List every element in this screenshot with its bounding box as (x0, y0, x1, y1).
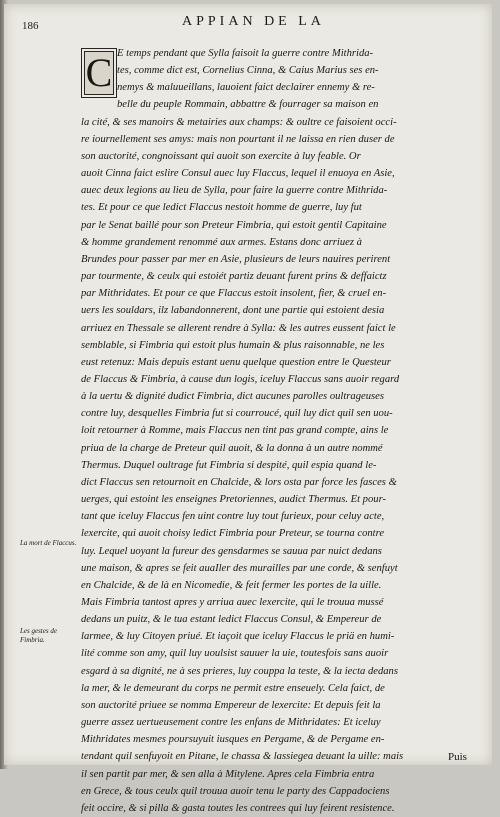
text-line: luy. Lequel uoyant la fureur des gensdarmes se sauua par nuict dedans (81, 545, 382, 557)
text-line: la cité, & ses manoirs & metairies aux champs: & oultre ce faisoient occi- (81, 116, 397, 128)
text-line: & homme grandement renommé aux armes. Estans donc arriuez à (81, 236, 362, 248)
text-line: eust retenuz: Mais depuis estant uenu quelque question entre le Questeur (81, 356, 391, 368)
text-line: par Mithridates. Et pour ce que Flaccus estoit insolent, fier, & cruel en- (81, 288, 387, 300)
text-line: de Flaccus & Fimbria, à cause dun logis, iceluy Flaccus sans auoir regard (81, 373, 400, 385)
text-line: uerges, qui estoint les enseignes Pretoriennes, audict Thermus. Et pour- (81, 494, 387, 506)
text-line: lité comme son amy, quil luy uoulsist sauuer la uie, toutesfois sans auoir (81, 648, 389, 660)
text-line: arriuez en Thessale se allerent rendre à Sylla: & les autres eussent faict le (81, 322, 396, 334)
text-line: auec deux legions au lieu de Sylla, pour faire la guerre contre Mithrida- (81, 185, 388, 197)
text-line: Mithridates mesmes poursuyuit iusques en Pergame, & de Pergame en- (81, 734, 385, 746)
text-line: priua de la charge de Preteur quil auoit, & la donna à un autre nommé (81, 442, 383, 454)
text-line: lexercite, qui auoit choisy ledict Fimbria pour Preteur, se tourna contre (81, 528, 385, 540)
text-line: re iournellement ses amys: mais non pourtant il ne laissa en rien duser de (81, 133, 395, 145)
text-line: il sen partit par mer, & sen alla à Mitylene. Apres cela Fimbria entra (81, 768, 375, 780)
text-line: par tourmente, & ceulx qui estoiét partiz deuant furent prins & deffaictz (81, 271, 387, 283)
text-line: contre luy, desquelles Fimbria fut si courroucé, quil luy dict quil sen uou- (81, 408, 393, 420)
ornamental-initial (81, 48, 117, 98)
text-line: tant que iceluy Flaccus fen uint contre luy tout furieux, pour celuy acte, (81, 511, 385, 523)
text-line: tendant quil senfuyoit en Pitane, le chassa & lassiegea deuant la uille: mais (81, 751, 404, 763)
text-line: une maison, & apres se feit auaIler des murailles par une corde, & senfuyt (81, 562, 398, 574)
margin-note-deeds-of-fimbria: Les gestes de Fimbria. (20, 627, 57, 644)
page-header (0, 14, 500, 34)
text-line: E temps pendant que Sylla faisoit la guerre contre Mithrida- (117, 48, 374, 59)
text-line: son auctorité priuee se nomma Empereur de lexercite: Et depuis feit la (81, 699, 381, 711)
body-text (81, 45, 470, 817)
drop-cap-letter: C (85, 50, 113, 95)
page-number: 186 (22, 20, 39, 32)
text-line: tes, comme dict est, Cornelius Cinna, & Caius Marius ses en- (117, 65, 379, 77)
text-line: semblable, si Fimbria qui estoit plus humain & plus raisonnable, ne les (81, 339, 385, 351)
text-line: Thermus. Duquel oultrage fut Fimbria si despité, quil espia quand le- (81, 459, 377, 471)
text-line: en Grece, & tous ceulx quil trouua auoir tenu le party des Cappadociens (81, 785, 390, 797)
text-line: Brundes pour passer par mer en Asie, plusieurs de leurs nauires perirent (81, 253, 391, 265)
text-line: dedans un puitz, & le tua estant ledict Flaccus Consul, & Empereur de (81, 614, 382, 626)
text-line: tes. Et pour ce que ledict Flaccus nestoit homme de guerre, luy fut (81, 202, 362, 214)
text-line: loit retourner à Romme, mais Flaccus nen tint pas grand compte, ains le (81, 425, 389, 437)
text-line: nemys & maluueillans, lauoient faict declairer ennemy & re- (117, 82, 375, 94)
text-line: dict Flaccus sen retournoit en Chalcide, & lors osta par force les fasces & (81, 476, 397, 488)
text-line: uers les souldars, ilz labandonnerent, dont une partie qui estoient desia (81, 305, 385, 317)
text-line: feit occire, & si pilla & gasta toutes les contrees qui luy feirent resistence. (81, 802, 395, 814)
text-line: en Chalcide, & de là en Nicomedie, & feit fermer les portes de la uille. (81, 579, 382, 591)
text-line: larmee, & luy Citoyen priué. Et iaçoit que iceluy Flaccus le priä en humi- (81, 631, 395, 643)
text-line: belle du peuple Rommain, abbattre & fourrager sa maison en (117, 99, 379, 111)
running-head: APPIAN DE LA (182, 14, 325, 29)
text-line: Mais Fimbria tantost apres y arriua auec lexercite, qui le trouua mussé (81, 597, 384, 608)
text-line: par le Senat baillé pour son Preteur Fimbria, qui estoit gentil Capitaine (81, 219, 387, 231)
text-line: auoit Cinna faict eslire Consul auec luy Flaccus, lequel il enuoya en Asie, (81, 168, 395, 180)
catchword: Puis (448, 751, 467, 763)
text-line: à la uertu & dignité dudict Fimbria, dict aucunes parolles oultrageuses (81, 391, 384, 403)
text-line: guerre assez uertueusement contre les enfans de Mithridates: Et iceluy (81, 717, 381, 729)
text-line: la mer, & le demeurant du corps ne permit estre enseuely. Cela faict, de (81, 682, 385, 694)
text-line: esgard à sa dignité, ne à ses prieres, luy couppa la teste, & la iecta dedans (81, 665, 398, 677)
text-line: son auctorité, congnoissant qui auoit son exercite à luy feable. Or (81, 150, 361, 162)
margin-note-death-of-flaccus: La mort de Flaccus. (20, 539, 77, 547)
